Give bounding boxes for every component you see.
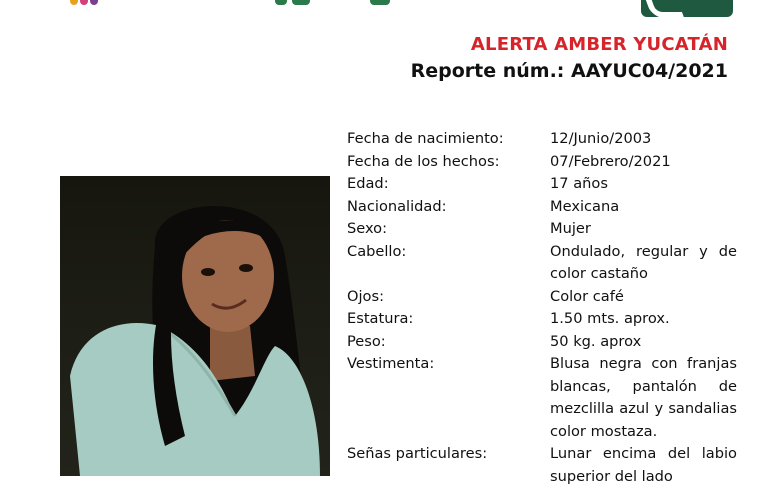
detail-label: Fecha de los hechos: bbox=[347, 152, 500, 170]
detail-value: 50 kg. aprox bbox=[550, 332, 642, 350]
detail-row-fecha-nacimiento bbox=[347, 128, 737, 151]
detail-value: Blusa negra con franjas blancas, pantalón de mezclilla azul y sandalias color mostaza. bbox=[550, 355, 737, 440]
detail-row-senas bbox=[347, 443, 737, 488]
detail-label: Fecha de nacimiento: bbox=[347, 130, 504, 147]
detail-value: 17 años bbox=[550, 175, 608, 192]
person-illustration bbox=[60, 176, 330, 476]
detail-row-fecha-hechos bbox=[347, 151, 737, 174]
detail-label: Cabello: bbox=[347, 242, 407, 260]
detail-label: Peso: bbox=[347, 332, 386, 350]
detail-value: Lunar encima del labio superior del lado bbox=[550, 445, 737, 485]
brand-logo-tab bbox=[641, 0, 733, 17]
detail-value: Mexicana bbox=[550, 197, 620, 215]
detail-label: Vestimenta: bbox=[347, 355, 435, 372]
detail-label: Ojos: bbox=[347, 287, 384, 305]
detail-row-peso bbox=[347, 331, 737, 354]
report-number: Reporte núm.: AAYUC04/2021 bbox=[410, 60, 728, 82]
detail-row-cabello bbox=[347, 241, 737, 286]
detail-value: 1.50 mts. aprox. bbox=[550, 310, 670, 327]
detail-label: Nacionalidad: bbox=[347, 197, 447, 215]
detail-value: 07/Febrero/2021 bbox=[550, 152, 671, 170]
detail-value: Mujer bbox=[550, 220, 591, 237]
detail-label: Estatura: bbox=[347, 310, 414, 327]
detail-label: Edad: bbox=[347, 175, 389, 192]
details-table bbox=[347, 128, 737, 488]
detail-row-edad bbox=[347, 173, 737, 196]
detail-label: Señas particulares: bbox=[347, 445, 488, 462]
detail-row-vestimenta bbox=[347, 353, 737, 443]
detail-row-ojos bbox=[347, 286, 737, 309]
alert-title: ALERTA AMBER YUCATÁN bbox=[470, 34, 728, 55]
missing-person-photo bbox=[60, 176, 330, 476]
detail-label: Sexo: bbox=[347, 220, 388, 237]
detail-value: Color café bbox=[550, 287, 624, 305]
detail-value: 12/Junio/2003 bbox=[550, 130, 652, 147]
detail-row-nacionalidad bbox=[347, 196, 737, 219]
detail-value: Ondulado, regular y de color castaño bbox=[550, 242, 737, 282]
top-logo-strip bbox=[70, 0, 400, 6]
detail-row-sexo bbox=[347, 218, 737, 241]
detail-row-estatura bbox=[347, 308, 737, 331]
